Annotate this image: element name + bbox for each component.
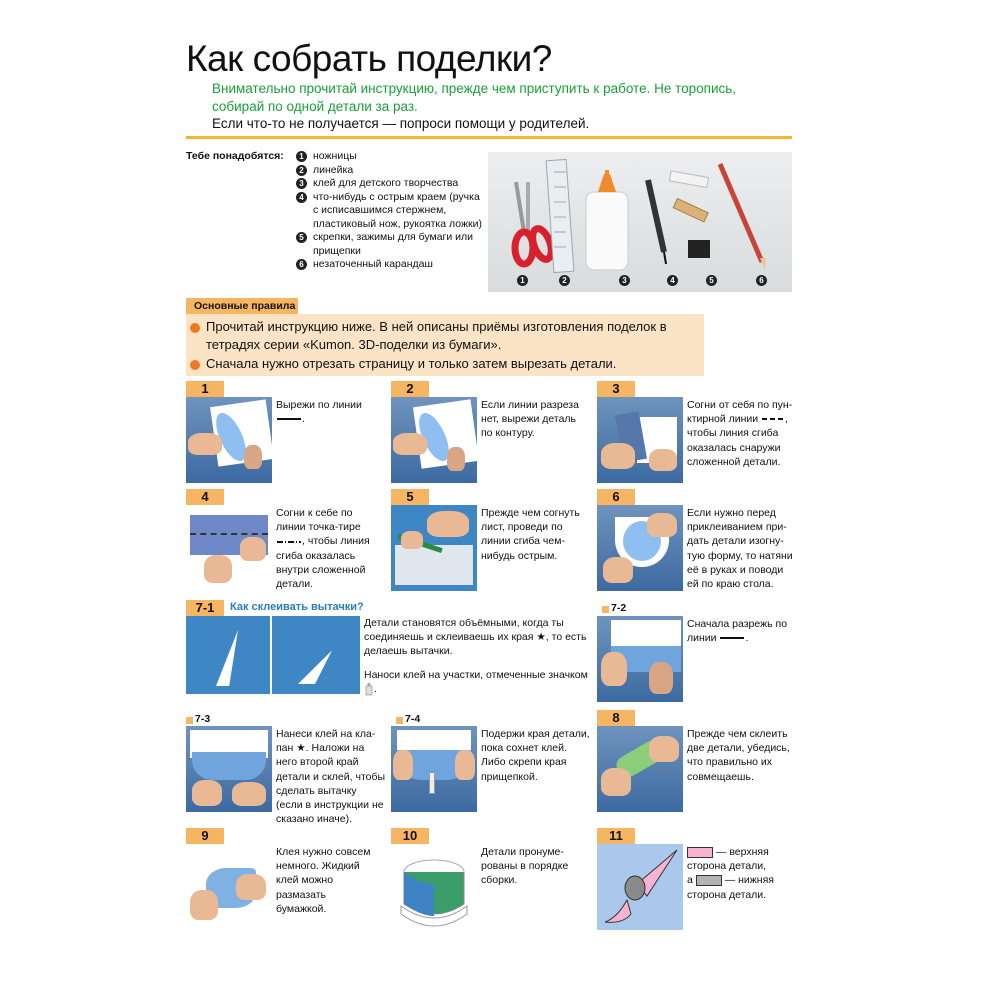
step-description: Прежде чем склеить две детали, убедись, что правильно их совмещаешь. <box>687 728 790 783</box>
step-number: 7-3 <box>195 713 211 725</box>
step-number: 4 <box>186 489 224 505</box>
tools-illustration <box>488 152 792 292</box>
step-description: Детали становятся объёмными, когда ты соединяешь и склеиваешь их края ★, то есть делаешь вытачки. <box>364 617 587 658</box>
photo-number: 2 <box>559 275 570 286</box>
rules-tab: Основные правила <box>186 298 298 314</box>
title-divider <box>186 136 792 139</box>
step-description: Если линии разреза нет, вырежи деталь по контуру. <box>481 399 579 440</box>
step-photo <box>391 505 477 591</box>
step-number: 2 <box>391 381 429 397</box>
step-description: Клея нужно совсем немного. Жидкий клей можно размазать бумажкой. <box>276 846 371 915</box>
step-number: 9 <box>186 828 224 844</box>
step-number: 3 <box>597 381 635 397</box>
step-description: Вырежи по линии <box>276 399 362 411</box>
tool-name: скрепки, зажимы для бумаги или прищепки <box>313 231 474 257</box>
tool-name: что-нибудь с острым краем (ручка с исписавшимся стержнем, пластиковый нож, рукоятка ложки) <box>313 190 482 230</box>
step-description: Если нужно перед приклеиванием придать детали изогнутую форму, то натяни её в руках и поводи ей по краю стола. <box>687 507 793 591</box>
intro-instruction: Внимательно прочитай инструкцию, прежде чем приступить к работе. Не торопись, собирай по одной детали за раз. <box>212 81 737 114</box>
step-text: Вырежи по линии . <box>276 399 362 426</box>
clothespin-icon <box>669 171 710 258</box>
rule-item: Сначала нужно отрезать страницу и только затем вырезать детали. <box>206 356 617 371</box>
tool-name: клей для детского творчества <box>313 177 459 189</box>
step-number: 11 <box>597 828 635 844</box>
step-description: Прежде чем согнуть лист, проведи по линии сгиба чем-нибудь острым. <box>481 507 580 562</box>
substep-marker-icon <box>396 717 403 724</box>
pen-icon <box>648 180 666 264</box>
tool-number: 3 <box>296 178 307 189</box>
tool-name: незаточенный карандаш <box>313 258 433 270</box>
top-side-label: — верхняя сторона детали, <box>687 846 769 873</box>
step-number: 8 <box>597 710 635 726</box>
tool-number: 6 <box>296 259 307 270</box>
step-number: 5 <box>391 489 429 505</box>
tool-number: 5 <box>296 232 307 243</box>
numbered-parts-illustration <box>391 844 477 930</box>
step-photo <box>186 726 272 812</box>
photo-number: 6 <box>756 275 767 286</box>
tool-item <box>296 177 486 191</box>
step-photo <box>391 844 477 930</box>
step-number: 10 <box>391 828 429 844</box>
bottom-side-label: — нижняя сторона детали. <box>687 874 774 901</box>
step-photo <box>597 505 683 591</box>
tool-name: ножницы <box>313 150 357 162</box>
tools-label: Тебе понадобятся: <box>186 150 284 162</box>
photo-number: 5 <box>706 275 717 286</box>
step-description-2: чтобы линия сгиба оказалась внутри сложенной детали. <box>276 535 370 591</box>
step-text <box>687 845 797 902</box>
bullet-icon <box>190 323 200 333</box>
step-description: Подержи края детали, пока сохнет клей. Либо скрепи края прищепкой. <box>481 728 590 783</box>
step-description: Сначала разрежь по линии <box>687 618 788 645</box>
bullet-icon <box>190 360 200 370</box>
mountain-fold-line-icon <box>276 539 302 545</box>
step-photo <box>597 397 683 483</box>
substep-marker-icon <box>602 606 609 613</box>
conjunction: а <box>687 874 693 887</box>
step-photo <box>597 844 683 930</box>
step-number: 7-1 <box>186 600 224 616</box>
step-number: 7-4 <box>405 713 421 725</box>
glue-bottle-icon <box>586 170 628 270</box>
step-description: Нанеси клей на клапан ★. Наложи на него второй край детали и склей, чтобы сделать вытачку (если в инструкции не сказано иначе). <box>276 728 386 826</box>
tool-item <box>296 150 486 164</box>
substep-marker-icon <box>186 717 193 724</box>
step-text: Сначала разрежь по линии . <box>687 618 788 645</box>
step-photo <box>391 726 477 812</box>
page-title: Как собрать поделки? <box>186 38 552 79</box>
tool-name: линейка <box>313 163 354 176</box>
tools-list <box>296 150 486 272</box>
pencil-icon <box>720 164 766 270</box>
step-photo <box>597 616 683 702</box>
step-description: Согни от себя по пунктирной линии <box>687 399 793 426</box>
top-side-swatch <box>687 847 713 858</box>
step-photo <box>597 726 683 812</box>
bottom-side-swatch <box>696 875 722 886</box>
photo-number: 4 <box>667 275 678 286</box>
rule-item: Прочитай инструкцию ниже. В ней описаны приёмы изготовления поделок в тетрадях серии «Kumon. 3D-поделки из бумаги». <box>206 319 667 352</box>
step-number: 7-2 <box>611 602 627 614</box>
step-number: 6 <box>597 489 635 505</box>
step-photo <box>272 616 360 694</box>
step-description-2: чтобы линия сгиба оказалась снаружи сложенной детали. <box>687 427 781 468</box>
tools-photo <box>488 152 792 292</box>
photo-number: 3 <box>619 275 630 286</box>
photo-number: 1 <box>517 275 528 286</box>
cone-part-illustration <box>597 844 683 930</box>
step-photo <box>186 505 272 591</box>
step-photo <box>186 616 270 694</box>
step-number: 1 <box>186 381 224 397</box>
valley-fold-line-icon <box>761 416 785 422</box>
step-photo <box>391 397 477 483</box>
tool-item <box>296 231 486 258</box>
step-photo <box>186 397 272 483</box>
cut-line-icon <box>276 416 302 422</box>
step-description: Согни к себе по линии точка-тире <box>276 507 361 534</box>
step-description-2: Наноси клей на участки, отмеченные значком <box>364 669 588 681</box>
tool-item <box>296 164 486 178</box>
step-text: Согни от себя по пунктирной линии , чтобы линия сгиба оказалась снаружи сложенной детали. <box>687 399 793 468</box>
tool-item <box>296 258 486 272</box>
step-text: Согни к себе по линии точка-тире , чтобы линия сгиба оказалась внутри сложенной детали. <box>276 507 370 591</box>
tool-number: 1 <box>296 151 307 162</box>
tool-number: 4 <box>296 192 307 203</box>
tool-number: 2 <box>296 165 307 176</box>
step-text: Наноси клей на участки, отмеченные значком . <box>364 669 588 696</box>
cut-line-icon <box>719 635 745 641</box>
darts-subtitle: Как склеивать вытачки? <box>230 601 364 613</box>
step-photo <box>186 844 272 930</box>
step-description: Детали пронумерованы в порядке сборки. <box>481 846 569 887</box>
glue-icon <box>364 682 374 696</box>
tool-item <box>296 191 486 232</box>
intro-help-note: Если что-то не получается — попроси помощи у родителей. <box>212 116 590 131</box>
